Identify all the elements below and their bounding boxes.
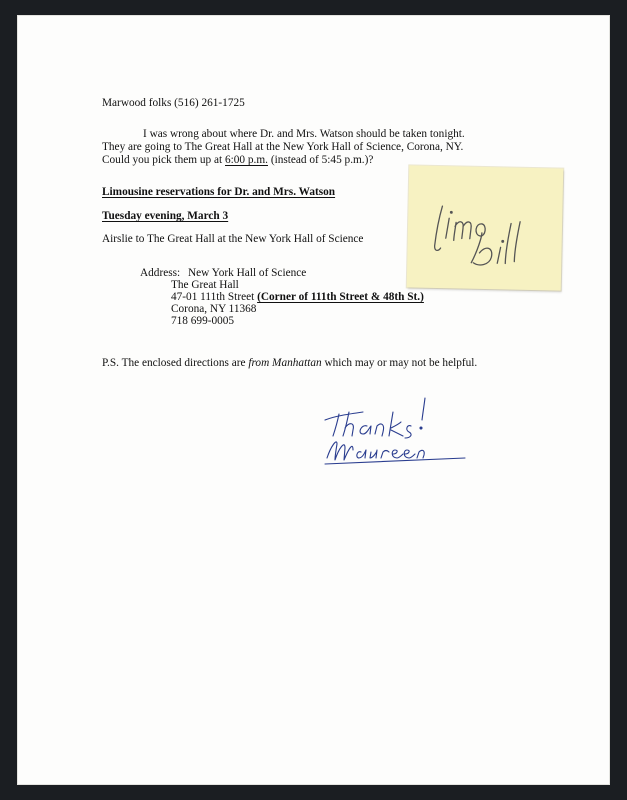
ps-prefix: P.S. The enclosed directions are: [102, 357, 249, 369]
ps-suffix: which may or may not be helpful.: [321, 357, 478, 369]
heading-reservations: Limousine reservations for Dr. and Mrs. Watson: [102, 186, 336, 198]
route-line: Airslie to The Great Hall at the New York Hall of Science: [102, 233, 364, 245]
contact-line: Marwood folks (516) 261-1725: [102, 97, 245, 109]
address-line1: New York Hall of Science: [188, 267, 307, 279]
sticky-note: [407, 165, 564, 290]
para1-line3: [102, 154, 373, 167]
signature-handwriting: [315, 392, 480, 482]
sticky-note-handwriting: [407, 165, 564, 290]
address-street: 47-01 111th Street: [171, 291, 258, 303]
ps-line: [102, 357, 477, 370]
address-line2: The Great Hall: [171, 279, 239, 291]
para1-line3-suffix: (instead of 5:45 p.m.)?: [268, 154, 374, 166]
address-corner-note: (Corner of 111th Street & 48th St.): [257, 291, 424, 303]
address-label: Address:: [140, 267, 181, 279]
ps-italic: from Manhattan: [248, 357, 322, 369]
pickup-time: 6:00 p.m.: [225, 154, 268, 166]
letter-page: [17, 15, 610, 785]
address-line5: 718 699-0005: [171, 315, 235, 327]
para1-line1: I was wrong about where Dr. and Mrs. Watson should be taken tonight.: [143, 128, 465, 140]
para1-line3-prefix: Could you pick them up at: [102, 154, 225, 166]
address-line4: Corona, NY 11368: [171, 303, 257, 315]
heading-date: Tuesday evening, March 3: [102, 210, 229, 222]
para1-line2: They are going to The Great Hall at the New York Hall of Science, Corona, NY.: [102, 141, 464, 153]
